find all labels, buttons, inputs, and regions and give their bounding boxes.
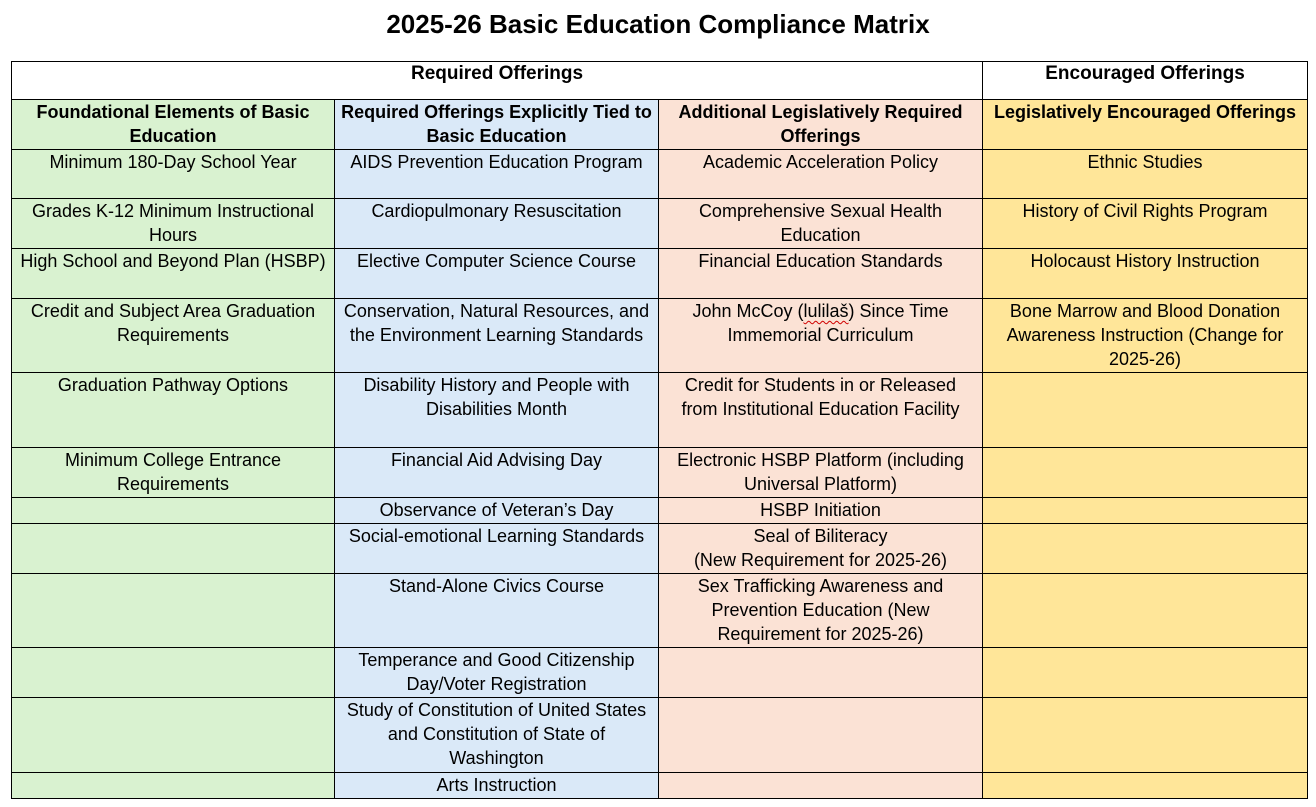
- required-tied-cell: Disability History and People with Disabilities Month: [335, 373, 659, 448]
- additional-cell: Comprehensive Sexual Health Education: [659, 199, 983, 249]
- table-row: [12, 299, 1308, 373]
- additional-cell: Credit for Students in or Released from Institutional Education Facility: [659, 373, 983, 448]
- column-header-foundational: Foundational Elements of Basic Education: [12, 100, 335, 150]
- encouraged-cell: Holocaust History Instruction: [983, 249, 1308, 299]
- foundational-cell: Minimum College Entrance Requirements: [12, 448, 335, 498]
- table-row: [12, 773, 1308, 799]
- table-row: [12, 524, 1308, 574]
- encouraged-cell: [983, 773, 1308, 799]
- required-tied-cell: Study of Constitution of United States and Constitution of State of Washington: [335, 698, 659, 773]
- foundational-cell: High School and Beyond Plan (HSBP): [12, 249, 335, 299]
- encouraged-cell: [983, 524, 1308, 574]
- foundational-cell: [12, 648, 335, 698]
- additional-cell: HSBP Initiation: [659, 498, 983, 524]
- compliance-matrix-table: [11, 61, 1308, 799]
- foundational-cell: Graduation Pathway Options: [12, 373, 335, 448]
- required-tied-cell: Conservation, Natural Resources, and the Environment Learning Standards: [335, 299, 659, 373]
- additional-cell: Academic Acceleration Policy: [659, 150, 983, 199]
- encouraged-cell: [983, 648, 1308, 698]
- table-row: [12, 373, 1308, 448]
- required-tied-cell: Cardiopulmonary Resuscitation: [335, 199, 659, 249]
- table-row: [12, 498, 1308, 524]
- table-row: [12, 150, 1308, 199]
- table-row: [12, 574, 1308, 648]
- foundational-cell: [12, 698, 335, 773]
- additional-cell: [659, 648, 983, 698]
- table-row: [12, 199, 1308, 249]
- encouraged-cell: [983, 498, 1308, 524]
- table-row: [12, 648, 1308, 698]
- encouraged-cell: [983, 574, 1308, 648]
- column-header-required-tied: Required Offerings Explicitly Tied to Basic Education: [335, 100, 659, 150]
- additional-line-2: (New Requirement for 2025-26): [693, 550, 948, 570]
- foundational-cell: [12, 524, 335, 574]
- column-header-encouraged: Legislatively Encouraged Offerings: [983, 100, 1308, 150]
- foundational-cell: [12, 574, 335, 648]
- foundational-cell: Minimum 180-Day School Year: [12, 150, 335, 199]
- lushootseed-word: lulilaš: [803, 301, 849, 321]
- additional-cell: [659, 698, 983, 773]
- encouraged-cell: Ethnic Studies: [983, 150, 1308, 199]
- required-tied-cell: Elective Computer Science Course: [335, 249, 659, 299]
- column-header-additional: Additional Legislatively Required Offerings: [659, 100, 983, 150]
- group-header-encouraged: Encouraged Offerings: [983, 62, 1308, 100]
- additional-line-1: Seal of Biliteracy: [753, 526, 888, 546]
- additional-cell: [659, 773, 983, 799]
- required-tied-cell: Social-emotional Learning Standards: [335, 524, 659, 574]
- foundational-cell: Grades K-12 Minimum Instructional Hours: [12, 199, 335, 249]
- encouraged-cell: Bone Marrow and Blood Donation Awareness Instruction (Change for 2025-26): [983, 299, 1308, 373]
- page-title: 2025-26 Basic Education Compliance Matrix: [386, 9, 930, 39]
- additional-cell: [659, 299, 983, 373]
- required-tied-cell: AIDS Prevention Education Program: [335, 150, 659, 199]
- required-tied-cell: Financial Aid Advising Day: [335, 448, 659, 498]
- table-row: [12, 698, 1308, 773]
- required-tied-cell: Arts Instruction: [335, 773, 659, 799]
- required-tied-cell: Stand-Alone Civics Course: [335, 574, 659, 648]
- table-row: [12, 249, 1308, 299]
- encouraged-cell: [983, 698, 1308, 773]
- foundational-cell: Credit and Subject Area Graduation Requirements: [12, 299, 335, 373]
- required-tied-cell: Observance of Veteran’s Day: [335, 498, 659, 524]
- additional-text-before: John McCoy (: [692, 301, 804, 321]
- additional-cell: [659, 524, 983, 574]
- additional-cell: Financial Education Standards: [659, 249, 983, 299]
- encouraged-cell: [983, 448, 1308, 498]
- encouraged-cell: History of Civil Rights Program: [983, 199, 1308, 249]
- foundational-cell: [12, 773, 335, 799]
- required-tied-cell: Temperance and Good Citizenship Day/Voter Registration: [335, 648, 659, 698]
- additional-cell: Sex Trafficking Awareness and Prevention Education (New Requirement for 2025-26): [659, 574, 983, 648]
- additional-text-after: ) Since Time Immemorial Curriculum: [727, 301, 949, 345]
- group-header-required: Required Offerings: [12, 62, 983, 100]
- foundational-cell: [12, 498, 335, 524]
- encouraged-cell: [983, 373, 1308, 448]
- table-row: [12, 448, 1308, 498]
- additional-cell: Electronic HSBP Platform (including Universal Platform): [659, 448, 983, 498]
